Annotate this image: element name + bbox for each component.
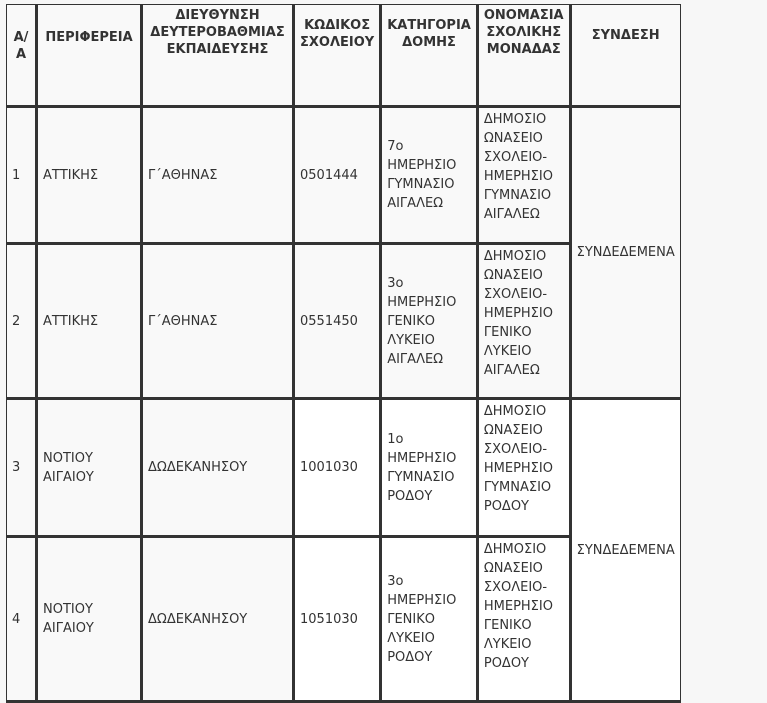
name-line: ΩΝΑΣΕΙΟ bbox=[483, 268, 543, 283]
cell-category bbox=[381, 107, 478, 244]
category-line: ΑΙΓΑΛΕΩ bbox=[387, 196, 444, 211]
header-row bbox=[7, 5, 681, 107]
category-line: ΗΜΕΡΗΣΙΟ bbox=[387, 450, 457, 466]
cell-school-name bbox=[477, 244, 570, 399]
cell-region bbox=[37, 537, 142, 702]
cell-aa: 2 bbox=[7, 244, 37, 399]
cell-code: 0501444 bbox=[294, 107, 381, 244]
cell-directorate: ΔΩΔΕΚΑΝΗΣΟΥ bbox=[142, 399, 294, 537]
category-line: ΡΟΔΟΥ bbox=[387, 488, 433, 504]
region-line: ΑΤΤΙΚΗΣ bbox=[43, 313, 99, 329]
name-line: ΗΜΕΡΗΣΙΟ bbox=[483, 306, 553, 321]
category-line: ΑΙΓΑΛΕΩ bbox=[387, 351, 444, 367]
header-directorate-line: ΕΚΠΑΙΔΕΥΣΗΣ bbox=[166, 42, 269, 57]
category-line: ΛΥΚΕΙΟ bbox=[387, 332, 435, 348]
cell-region bbox=[37, 399, 142, 537]
name-line: ΣΧΟΛΕΙΟ- bbox=[483, 580, 548, 595]
name-line: ΓΥΜΝΑΣΙΟ bbox=[483, 480, 552, 495]
name-line: ΗΜΕΡΗΣΙΟ bbox=[483, 461, 553, 476]
cell-category bbox=[381, 537, 478, 702]
name-line: ΩΝΑΣΕΙΟ bbox=[483, 561, 543, 576]
header-code-line: ΚΩΔΙΚΟΣ bbox=[304, 18, 371, 33]
name-line: ΔΗΜΟΣΙΟ bbox=[483, 112, 547, 127]
cell-region bbox=[37, 244, 142, 399]
category-line: ΗΜΕΡΗΣΙΟ bbox=[387, 158, 457, 173]
name-line: ΡΟΔΟΥ bbox=[483, 656, 529, 671]
header-region-label: ΠΕΡΙΦΕΡΕΙΑ bbox=[45, 30, 133, 45]
cell-aa: 1 bbox=[7, 107, 37, 244]
name-line: ΣΧΟΛΕΙΟ- bbox=[483, 442, 548, 457]
header-category-line: ΚΑΤΗΓΟΡΙΑ bbox=[387, 18, 471, 33]
name-line: ΣΧΟΛΕΙΟ- bbox=[483, 287, 548, 302]
category-line: ΓΕΝΙΚΟ bbox=[387, 313, 435, 329]
region-line: ΝΟΤΙΟΥ bbox=[43, 602, 93, 617]
name-line: ΗΜΕΡΗΣΙΟ bbox=[483, 169, 553, 184]
name-line: ΔΗΜΟΣΙΟ bbox=[483, 542, 547, 557]
cell-school-name bbox=[477, 107, 570, 244]
cell-connection-status: ΣΥΝΔΕΔΕΜΕΝΑ bbox=[570, 107, 680, 399]
header-connection bbox=[570, 5, 680, 107]
cell-aa: 3 bbox=[7, 399, 37, 537]
cell-aa: 4 bbox=[7, 537, 37, 702]
name-line: ΔΗΜΟΣΙΟ bbox=[483, 404, 547, 419]
name-line: ΛΥΚΕΙΟ bbox=[483, 637, 532, 652]
region-line: ΑΤΤΙΚΗΣ bbox=[43, 167, 99, 183]
cell-directorate: Γ΄ΑΘΗΝΑΣ bbox=[142, 244, 294, 399]
category-line: ΓΕΝΙΚΟ bbox=[387, 611, 435, 627]
header-category bbox=[381, 5, 478, 107]
region-line: ΑΙΓΑΙΟΥ bbox=[43, 621, 94, 636]
name-line: ΓΕΝΙΚΟ bbox=[483, 325, 532, 340]
name-line: ΔΗΜΟΣΙΟ bbox=[483, 249, 547, 264]
name-line: ΑΙΓΑΛΕΩ bbox=[483, 363, 540, 378]
name-line: ΓΥΜΝΑΣΙΟ bbox=[483, 188, 552, 203]
cell-region bbox=[37, 107, 142, 244]
header-name-line: ΜΟΝΑΔΑΣ bbox=[486, 42, 561, 57]
name-line: ΗΜΕΡΗΣΙΟ bbox=[483, 599, 553, 614]
category-line: ΗΜΕΡΗΣΙΟ bbox=[387, 294, 457, 310]
header-aa-label: Α/Α bbox=[13, 30, 29, 62]
name-line: ΡΟΔΟΥ bbox=[483, 499, 529, 514]
category-line: ΡΟΔΟΥ bbox=[387, 649, 433, 665]
header-name-line: ΟΝΟΜΑΣΙΑ bbox=[483, 8, 564, 23]
cell-category bbox=[381, 399, 478, 537]
header-directorate-line: ΔΙΕΥΘΥΝΣΗ bbox=[175, 8, 260, 23]
cell-directorate: Γ΄ΑΘΗΝΑΣ bbox=[142, 107, 294, 244]
name-line: ΑΙΓΑΛΕΩ bbox=[483, 207, 540, 222]
schools-table bbox=[6, 4, 681, 703]
category-line: 7ο bbox=[387, 139, 404, 154]
region-line: ΝΟΤΙΟΥ bbox=[43, 450, 93, 466]
header-code bbox=[294, 5, 381, 107]
header-aa bbox=[7, 5, 37, 107]
category-line: ΓΥΜΝΑΣΙΟ bbox=[387, 469, 455, 485]
table-row bbox=[7, 107, 681, 244]
category-line: 3ο bbox=[387, 275, 404, 291]
cell-code: 1001030 bbox=[294, 399, 381, 537]
name-line: ΣΧΟΛΕΙΟ- bbox=[483, 150, 548, 165]
category-line: ΗΜΕΡΗΣΙΟ bbox=[387, 592, 457, 608]
table-row bbox=[7, 399, 681, 537]
header-directorate bbox=[142, 5, 294, 107]
cell-directorate: ΔΩΔΕΚΑΝΗΣΟΥ bbox=[142, 537, 294, 702]
header-directorate-line: ΔΕΥΤΕΡΟΒΑΘΜΙΑΣ bbox=[150, 25, 285, 40]
cell-connection-status: ΣΥΝΔΕΔΕΜΕΝΑ bbox=[570, 399, 680, 702]
header-connection-label: ΣΥΝΔΕΣΗ bbox=[591, 28, 660, 43]
cell-category bbox=[381, 244, 478, 399]
cell-code: 0551450 bbox=[294, 244, 381, 399]
cell-school-name bbox=[477, 537, 570, 702]
header-name-line: ΣΧΟΛΙΚΗΣ bbox=[486, 25, 562, 40]
name-line: ΛΥΚΕΙΟ bbox=[483, 344, 532, 359]
region-line: ΑΙΓΑΙΟΥ bbox=[43, 469, 94, 485]
name-line: ΓΕΝΙΚΟ bbox=[483, 618, 532, 633]
category-line: 3ο bbox=[387, 573, 404, 589]
category-line: ΛΥΚΕΙΟ bbox=[387, 630, 435, 646]
header-name bbox=[477, 5, 570, 107]
category-line: ΓΥΜΝΑΣΙΟ bbox=[387, 177, 455, 192]
cell-code: 1051030 bbox=[294, 537, 381, 702]
schools-table-container bbox=[6, 4, 681, 703]
cell-school-name bbox=[477, 399, 570, 537]
header-category-line: ΔΟΜΗΣ bbox=[402, 35, 456, 50]
name-line: ΩΝΑΣΕΙΟ bbox=[483, 131, 543, 146]
name-line: ΩΝΑΣΕΙΟ bbox=[483, 423, 543, 438]
category-line: 1ο bbox=[387, 431, 404, 447]
header-region bbox=[37, 5, 142, 107]
header-code-line: ΣΧΟΛΕΙΟΥ bbox=[300, 35, 375, 50]
